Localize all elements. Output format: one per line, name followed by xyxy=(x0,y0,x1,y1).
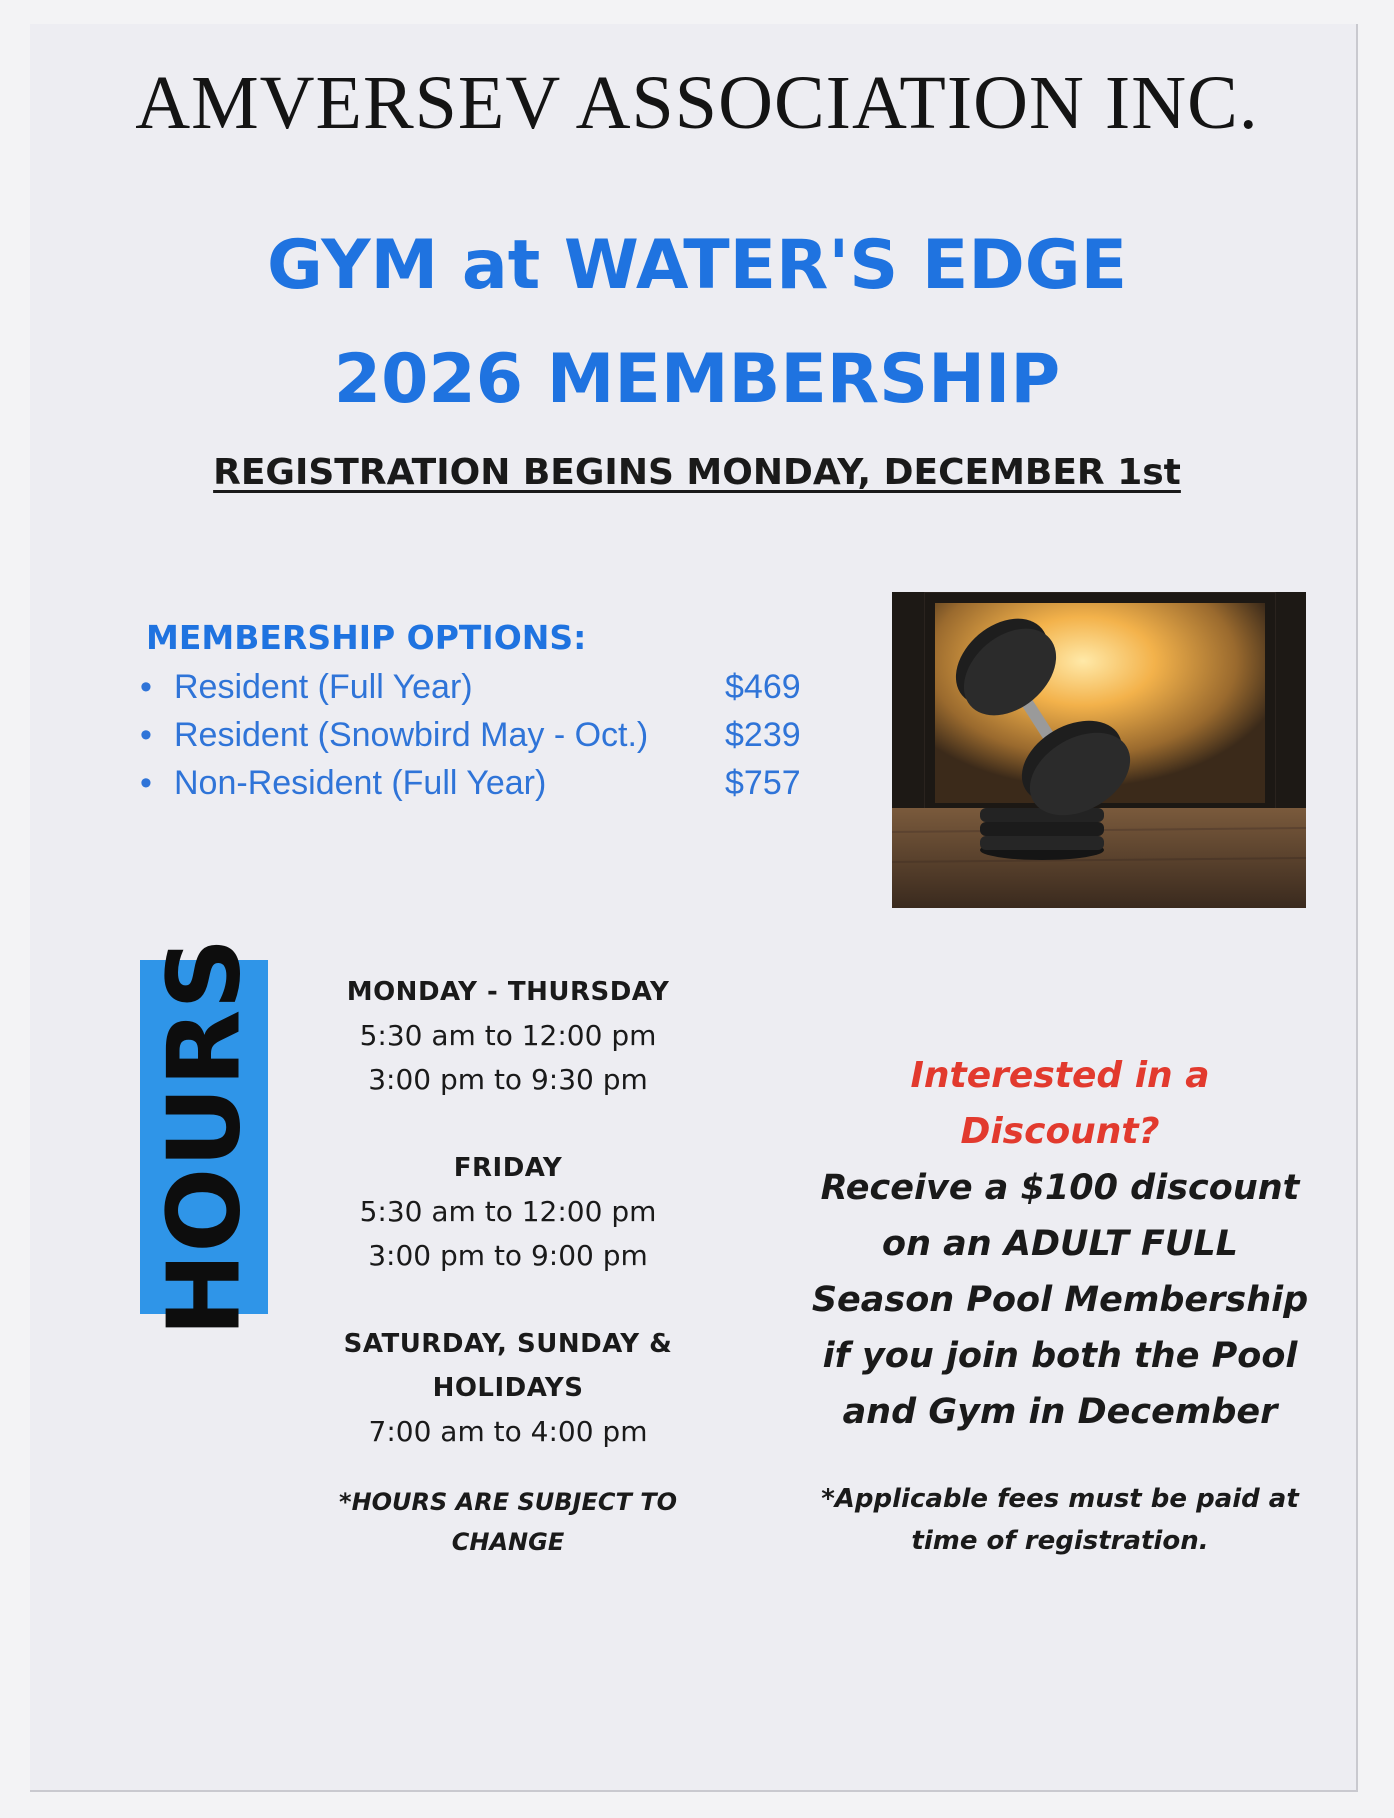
option-price: $757 xyxy=(725,764,801,802)
promo-body-line: if you join both the Pool xyxy=(822,1336,1298,1376)
discount-promo xyxy=(790,1048,1330,1562)
fees-note xyxy=(790,1478,1330,1562)
promo-body-line: on an ADULT FULL xyxy=(882,1224,1238,1264)
membership-year-title: 2026 MEMBERSHIP xyxy=(333,340,1061,419)
friday-time: 3:00 pm to 9:00 pm xyxy=(368,1239,648,1272)
membership-option xyxy=(140,668,820,716)
membership-options-heading: MEMBERSHIP OPTIONS: xyxy=(146,618,587,657)
friday-time: 5:30 am to 12:00 pm xyxy=(359,1195,657,1228)
hours-tab-label: HOURS xyxy=(145,937,263,1337)
membership-options-list xyxy=(140,668,820,812)
registration-notice: REGISTRATION BEGINS MONDAY, DECEMBER 1st xyxy=(213,452,1181,493)
weekend-label: SATURDAY, SUNDAY & xyxy=(343,1329,673,1359)
promo-body-line: Season Pool Membership xyxy=(811,1280,1309,1320)
option-label: Non-Resident (Full Year) xyxy=(174,764,547,802)
mon-thu-time: 5:30 am to 12:00 pm xyxy=(359,1019,657,1052)
promo-body-line: Receive a $100 discount xyxy=(820,1168,1300,1208)
fees-note-line: *Applicable fees must be paid at xyxy=(821,1484,1299,1514)
mon-thu-time: 3:00 pm to 9:30 pm xyxy=(368,1063,648,1096)
hours-tab xyxy=(140,937,268,1337)
gym-title: GYM at WATER'S EDGE xyxy=(266,226,1128,305)
bullet: • xyxy=(140,668,152,706)
promo-question: Discount? xyxy=(960,1111,1160,1152)
option-label: Resident (Full Year) xyxy=(174,668,473,706)
bullet: • xyxy=(140,716,152,754)
option-label: Resident (Snowbird May - Oct.) xyxy=(174,716,649,754)
promo-question: Interested in a xyxy=(910,1055,1210,1096)
option-price: $469 xyxy=(725,668,801,706)
weekend-time: 7:00 am to 4:00 pm xyxy=(368,1415,648,1448)
membership-option xyxy=(140,716,820,764)
hours-disclaimer xyxy=(298,1482,718,1562)
hours-disclaimer-line: *HOURS ARE SUBJECT TO xyxy=(339,1488,677,1516)
dumbbell-photo xyxy=(892,592,1306,908)
bullet: • xyxy=(140,764,152,802)
friday-label: FRIDAY xyxy=(453,1153,563,1183)
promo-body-line: and Gym in December xyxy=(842,1392,1278,1432)
hours-schedule xyxy=(298,970,718,1562)
organization-name: AMVERSEV ASSOCIATION INC. xyxy=(135,61,1259,145)
fees-note-line: time of registration. xyxy=(911,1526,1209,1556)
option-price: $239 xyxy=(725,716,801,754)
weekend-label: HOLIDAYS xyxy=(432,1373,584,1403)
membership-option xyxy=(140,764,820,812)
hours-disclaimer-line: CHANGE xyxy=(451,1528,565,1556)
mon-thu-label: MONDAY - THURSDAY xyxy=(346,977,670,1007)
